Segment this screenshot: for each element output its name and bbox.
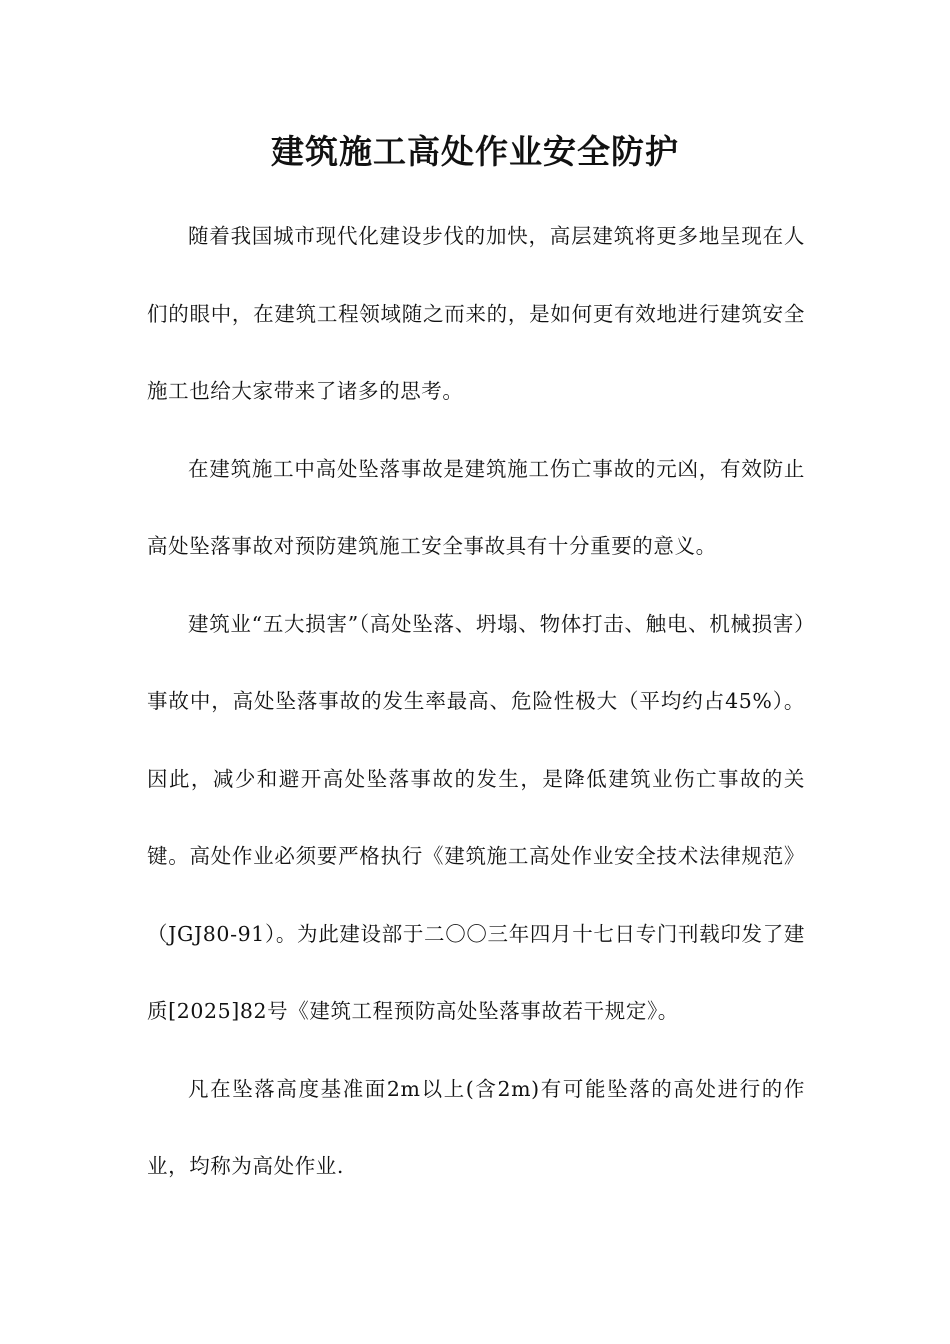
document-body [147, 198, 805, 1206]
document-title: 建筑施工高处作业安全防护 [271, 132, 679, 171]
paragraph-five-hazards: 建筑业“五大损害”（高处坠落、坍塌、物体打击、触电、机械损害）事故中，高处坠落事故的发生率最高、危险性极大（平均约占45%）。因此，减少和避开高处坠落事故的发生，是降低建筑业伤亡事故的关键。高处作业必须要严格执行《建筑施工高处作业安全技术法律规范》（JGJ80-91）。为此建设部于二〇〇三年四月十七日专门刊载印发了建质[2025]82号《建筑工程预防高处坠落事故若干规定》。 [147, 611, 805, 1023]
paragraph-fall-accidents: 在建筑施工中高处坠落事故是建筑施工伤亡事故的元凶，有效防止高处坠落事故对预防建筑施工安全事故具有十分重要的意义。 [147, 456, 805, 558]
paragraph-intro: 随着我国城市现代化建设步伐的加快，高层建筑将更多地呈现在人们的眼中，在建筑工程领域随之而来的，是如何更有效地进行建筑安全施工也给大家带来了诸多的思考。 [147, 224, 805, 403]
paragraph-definition: 凡在坠落高度基准面2m以上(含2m)有可能坠落的高处进行的作业，均称为高处作业. [147, 1076, 805, 1178]
